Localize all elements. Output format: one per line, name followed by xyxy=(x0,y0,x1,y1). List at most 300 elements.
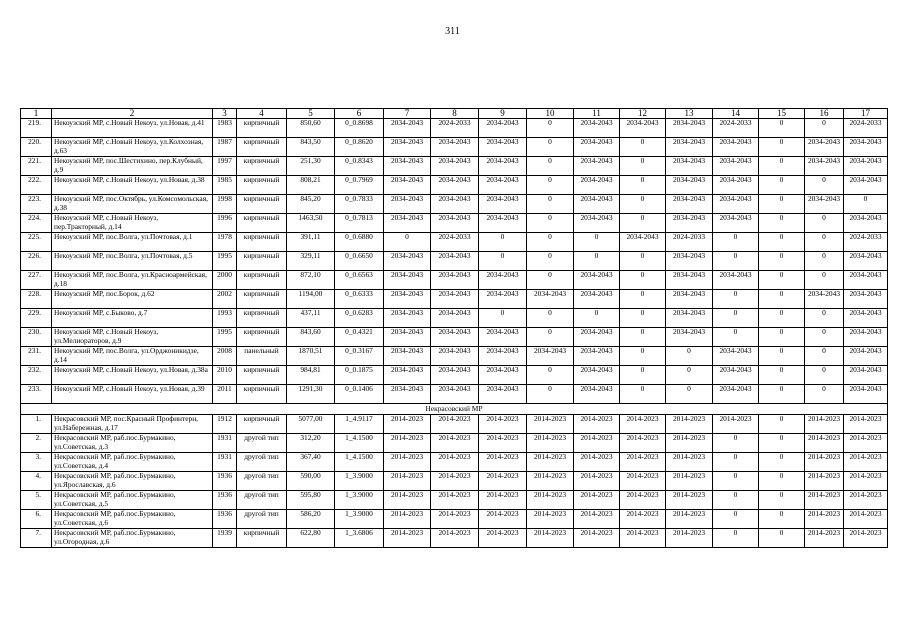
table-cell: Некоузский МР, с.Новый Некоуз, ул.Колхозная, д.63 xyxy=(52,138,213,157)
table-cell: 2034-2043 xyxy=(666,271,713,290)
table-cell: 1978 xyxy=(213,233,237,252)
table-cell: 0 xyxy=(666,347,713,366)
column-number: 14 xyxy=(713,109,759,119)
table-cell: 2014-2023 xyxy=(574,491,620,510)
table-cell: 590,00 xyxy=(287,472,335,491)
table-cell: 0 xyxy=(759,157,805,176)
table-row xyxy=(21,415,888,434)
table-cell: 586,20 xyxy=(287,510,335,529)
table-cell: 2034-2043 xyxy=(479,138,527,157)
table-cell: 2034-2043 xyxy=(431,176,479,195)
table-row xyxy=(21,328,888,347)
table-cell: 1993 xyxy=(213,309,237,328)
column-number: 7 xyxy=(384,109,431,119)
table-cell: 0 xyxy=(527,271,574,290)
table-cell: 0 xyxy=(384,233,431,252)
table-cell: 0_0.7813 xyxy=(335,214,384,233)
table-cell: 0 xyxy=(713,510,759,529)
table-cell: 0 xyxy=(666,385,713,404)
table-cell: Некрасовский МР, раб.пос.Бурмакино, ул.Ярославская, д.6 xyxy=(52,472,213,491)
table-cell: Некрасовский МР, пос.Красный Профинтерн, ул.Набережная, д.17 xyxy=(52,415,213,434)
table-cell: 0_0.1406 xyxy=(335,385,384,404)
table-cell: кирпичный xyxy=(237,385,287,404)
table-cell: 1_3.9000 xyxy=(335,491,384,510)
table-cell: 2014-2023 xyxy=(384,453,431,472)
table-cell: 226. xyxy=(21,252,52,271)
table-cell: Некоузский МР, с.Новый Некоуз, ул.Новая, д.41 xyxy=(52,119,213,138)
table-cell: другой тип xyxy=(237,491,287,510)
table-cell: 0 xyxy=(844,195,888,214)
table-cell: 251,30 xyxy=(287,157,335,176)
table-cell: 229. xyxy=(21,309,52,328)
table-cell: 2034-2043 xyxy=(844,176,888,195)
table-cell: 0 xyxy=(759,271,805,290)
table-cell: 0 xyxy=(713,252,759,271)
table-cell: 2034-2043 xyxy=(574,271,620,290)
table-cell: 1. xyxy=(21,415,52,434)
table-cell: 2000 xyxy=(213,271,237,290)
table-cell: 2014-2023 xyxy=(527,529,574,548)
table-cell: 2014-2023 xyxy=(713,415,759,434)
table-cell: 2034-2043 xyxy=(479,271,527,290)
table-cell: Некоузский МР, с.Новый Некоуз, ул.Новая, д.38а xyxy=(52,366,213,385)
table-cell: 0_0.6283 xyxy=(335,309,384,328)
table-cell: 2024-2033 xyxy=(844,233,888,252)
table-cell: 2014-2023 xyxy=(620,415,666,434)
table-cell: 2034-2043 xyxy=(844,366,888,385)
table-cell: 2034-2043 xyxy=(384,119,431,138)
table-cell: 0 xyxy=(527,385,574,404)
table-cell: 2034-2043 xyxy=(431,271,479,290)
table-cell: 0 xyxy=(527,328,574,347)
column-number: 4 xyxy=(237,109,287,119)
table-cell: 2034-2043 xyxy=(666,157,713,176)
page-number: 311 xyxy=(445,26,460,37)
table-cell: 231. xyxy=(21,347,52,366)
table-cell: 2014-2023 xyxy=(384,472,431,491)
table-cell: Некоузский МР, пос.Волга, ул.Почтовая, д.5 xyxy=(52,252,213,271)
table-cell: 2014-2023 xyxy=(574,415,620,434)
table-cell: 2034-2043 xyxy=(666,195,713,214)
column-number: 11 xyxy=(574,109,620,119)
table-cell: 2034-2043 xyxy=(384,309,431,328)
column-number: 16 xyxy=(805,109,844,119)
table-cell: 0 xyxy=(479,233,527,252)
table-cell: 230. xyxy=(21,328,52,347)
table-cell: 0 xyxy=(759,385,805,404)
table-cell: 2002 xyxy=(213,290,237,309)
column-number: 17 xyxy=(844,109,888,119)
table-cell: 7. xyxy=(21,529,52,548)
table-cell: 2034-2043 xyxy=(574,214,620,233)
table-cell: 2024-2033 xyxy=(713,119,759,138)
table-cell: 2034-2043 xyxy=(574,385,620,404)
table-cell: 0 xyxy=(759,529,805,548)
table-cell: 1936 xyxy=(213,491,237,510)
table-cell: 0 xyxy=(759,328,805,347)
table-cell: 0 xyxy=(759,176,805,195)
column-number-row xyxy=(21,109,888,119)
table-cell: 0 xyxy=(527,157,574,176)
table-cell: 2034-2043 xyxy=(844,214,888,233)
table-cell: 1998 xyxy=(213,195,237,214)
table-cell: 808,21 xyxy=(287,176,335,195)
table-cell: 0_0.7969 xyxy=(335,176,384,195)
table-cell: Некоузский МР, пос.Волга, ул.Почтовая, д.1 xyxy=(52,233,213,252)
table-cell: 2034-2043 xyxy=(844,290,888,309)
table-cell: 2034-2043 xyxy=(666,290,713,309)
table-cell: 0 xyxy=(479,309,527,328)
table-cell: 0 xyxy=(527,233,574,252)
table-cell: 224. xyxy=(21,214,52,233)
table-cell: 0 xyxy=(759,510,805,529)
column-number: 1 xyxy=(21,109,52,119)
table-cell: 2034-2043 xyxy=(574,119,620,138)
table-cell: 2034-2043 xyxy=(844,385,888,404)
table-cell: Некрасовский МР, раб.пос.Бурмакино, ул.Советская, д.3 xyxy=(52,434,213,453)
table-cell: 2014-2023 xyxy=(666,510,713,529)
table-cell: 2034-2043 xyxy=(713,385,759,404)
column-number: 9 xyxy=(479,109,527,119)
table-cell: 2014-2023 xyxy=(384,415,431,434)
table-cell: 0 xyxy=(620,157,666,176)
table-cell: Некоузский МР, с.Новый Некоуз, пер.Тракторный, д.14 xyxy=(52,214,213,233)
table-cell: 2034-2043 xyxy=(666,138,713,157)
table-cell: 0 xyxy=(805,347,844,366)
table-row xyxy=(21,347,888,366)
table-cell: 1983 xyxy=(213,119,237,138)
table-cell: 2014-2023 xyxy=(431,510,479,529)
table-cell: 4. xyxy=(21,472,52,491)
table-cell: 2014-2023 xyxy=(805,529,844,548)
table-row xyxy=(21,434,888,453)
table-cell: 2014-2023 xyxy=(620,529,666,548)
table-cell: 1463,50 xyxy=(287,214,335,233)
table-cell: 2014-2023 xyxy=(527,453,574,472)
table-cell: 0 xyxy=(759,415,805,434)
table-cell: 2034-2043 xyxy=(574,328,620,347)
table-cell: 0 xyxy=(574,233,620,252)
table-cell: 0_0.4321 xyxy=(335,328,384,347)
table-cell: 1_4.9117 xyxy=(335,415,384,434)
table-cell: 1997 xyxy=(213,157,237,176)
table-cell: 2034-2043 xyxy=(431,157,479,176)
table-row xyxy=(21,472,888,491)
table-cell: 0 xyxy=(620,290,666,309)
table-cell: 0 xyxy=(805,309,844,328)
table-cell: 2034-2043 xyxy=(574,347,620,366)
table-cell: 2014-2023 xyxy=(666,472,713,491)
table-cell: 2034-2043 xyxy=(574,290,620,309)
table-cell: 0 xyxy=(527,138,574,157)
table-cell: 2014-2023 xyxy=(384,510,431,529)
table-cell: 0 xyxy=(759,472,805,491)
table-cell: 2014-2023 xyxy=(527,472,574,491)
table-cell: 0 xyxy=(620,366,666,385)
table-cell: кирпичный xyxy=(237,233,287,252)
table-cell: 2034-2043 xyxy=(666,214,713,233)
table-cell: 5. xyxy=(21,491,52,510)
table-cell: 843,50 xyxy=(287,138,335,157)
table-cell: 233. xyxy=(21,385,52,404)
table-cell: 2034-2043 xyxy=(384,271,431,290)
table-row xyxy=(21,157,888,176)
table-cell: 0 xyxy=(620,252,666,271)
table-cell: 2034-2043 xyxy=(479,328,527,347)
table-cell: 0 xyxy=(805,271,844,290)
table-cell: 2014-2023 xyxy=(479,453,527,472)
table-cell: 595,80 xyxy=(287,491,335,510)
table-cell: 2034-2043 xyxy=(574,176,620,195)
table-cell: кирпичный xyxy=(237,138,287,157)
table-cell: 2034-2043 xyxy=(479,176,527,195)
table-cell: 0 xyxy=(713,309,759,328)
table-cell: 0 xyxy=(805,233,844,252)
table-cell: Некоузский МР, с.Быково, д.7 xyxy=(52,309,213,328)
table-cell: 2014-2023 xyxy=(844,415,888,434)
table-cell: Некоузский МР, с.Новый Некоуз, ул.Мелиораторов, д.9 xyxy=(52,328,213,347)
table-cell: 1936 xyxy=(213,510,237,529)
table-cell: 2034-2043 xyxy=(431,366,479,385)
table-cell: 0 xyxy=(479,252,527,271)
table-cell: 0 xyxy=(713,434,759,453)
table-cell: 0 xyxy=(620,309,666,328)
table-cell: 2014-2023 xyxy=(805,472,844,491)
table-cell: 2008 xyxy=(213,347,237,366)
table-cell: 0_0.6333 xyxy=(335,290,384,309)
table-cell: 2034-2043 xyxy=(713,157,759,176)
table-cell: 2034-2043 xyxy=(431,252,479,271)
table-cell: 2034-2043 xyxy=(479,119,527,138)
table-cell: 0 xyxy=(805,252,844,271)
section-title: Некрасовский МР xyxy=(21,404,888,415)
column-number: 5 xyxy=(287,109,335,119)
table-cell: 984,81 xyxy=(287,366,335,385)
table-cell: кирпичный xyxy=(237,176,287,195)
table-cell: 2014-2023 xyxy=(844,491,888,510)
table-cell: 0 xyxy=(620,385,666,404)
table-cell: 2034-2043 xyxy=(384,157,431,176)
table-cell: 2014-2023 xyxy=(574,472,620,491)
table-cell: 2014-2023 xyxy=(479,510,527,529)
table-cell: 220. xyxy=(21,138,52,157)
table-cell: 0 xyxy=(574,252,620,271)
table-cell: 2014-2023 xyxy=(479,472,527,491)
table-cell: 2034-2043 xyxy=(479,195,527,214)
table-cell: 0_0.6880 xyxy=(335,233,384,252)
table-cell: 2034-2043 xyxy=(384,252,431,271)
table-cell: кирпичный xyxy=(237,157,287,176)
table-cell: 0_0.8343 xyxy=(335,157,384,176)
table-cell: 1_3.6806 xyxy=(335,529,384,548)
table-cell: 0 xyxy=(527,309,574,328)
table-cell: 222. xyxy=(21,176,52,195)
table-cell: 1870,51 xyxy=(287,347,335,366)
table-cell: другой тип xyxy=(237,510,287,529)
table-cell: 2034-2043 xyxy=(431,347,479,366)
table-cell: 0 xyxy=(620,328,666,347)
section-header-row xyxy=(21,404,888,415)
table-cell: 2034-2043 xyxy=(666,176,713,195)
table-cell: 2034-2043 xyxy=(805,138,844,157)
table-cell: 5077,00 xyxy=(287,415,335,434)
table-cell: кирпичный xyxy=(237,328,287,347)
table-cell: 2034-2043 xyxy=(713,271,759,290)
column-number: 2 xyxy=(52,109,213,119)
table-cell: 872,10 xyxy=(287,271,335,290)
table-cell: 6. xyxy=(21,510,52,529)
table-cell: 227. xyxy=(21,271,52,290)
table-cell: 0 xyxy=(620,195,666,214)
table-cell: 2024-2033 xyxy=(844,119,888,138)
table-cell: кирпичный xyxy=(237,309,287,328)
table-cell: 0 xyxy=(666,366,713,385)
table-cell: другой тип xyxy=(237,453,287,472)
table-cell: 2014-2023 xyxy=(620,434,666,453)
table-cell: 0 xyxy=(574,309,620,328)
table-cell: 1931 xyxy=(213,453,237,472)
table-cell: 2034-2043 xyxy=(844,252,888,271)
table-cell: 850,60 xyxy=(287,119,335,138)
housing-table xyxy=(20,108,888,548)
table-cell: 1987 xyxy=(213,138,237,157)
table-cell: 2014-2023 xyxy=(431,453,479,472)
table-cell: 2014-2023 xyxy=(574,510,620,529)
table-cell: 2014-2023 xyxy=(805,510,844,529)
table-cell: 2034-2043 xyxy=(666,328,713,347)
table-cell: 1936 xyxy=(213,472,237,491)
table-cell: 0 xyxy=(527,195,574,214)
table-cell: 2034-2043 xyxy=(431,214,479,233)
table-cell: 2014-2023 xyxy=(666,415,713,434)
table-cell: 2034-2043 xyxy=(666,119,713,138)
table-cell: кирпичный xyxy=(237,214,287,233)
table-cell: Некоузский МР, пос.Волга, ул.Красноармейская, д.18 xyxy=(52,271,213,290)
table-cell: 1_3.9000 xyxy=(335,472,384,491)
table-cell: 1_4.1500 xyxy=(335,453,384,472)
table-cell: 312,20 xyxy=(287,434,335,453)
table-cell: 0 xyxy=(620,271,666,290)
table-cell: 0 xyxy=(805,176,844,195)
table-cell: 0 xyxy=(527,119,574,138)
column-number: 12 xyxy=(620,109,666,119)
table-cell: 3. xyxy=(21,453,52,472)
table-cell: 622,80 xyxy=(287,529,335,548)
table-row xyxy=(21,271,888,290)
table-cell: 2034-2043 xyxy=(844,309,888,328)
table-cell: 2034-2043 xyxy=(574,138,620,157)
table-cell: 0 xyxy=(759,119,805,138)
table-cell: кирпичный xyxy=(237,271,287,290)
table-cell: 0 xyxy=(759,434,805,453)
table-cell: 0 xyxy=(759,366,805,385)
table-cell: 2034-2043 xyxy=(479,214,527,233)
table-cell: кирпичный xyxy=(237,252,287,271)
table-cell: 845,20 xyxy=(287,195,335,214)
table-cell: 2014-2023 xyxy=(574,529,620,548)
table-cell: 2014-2023 xyxy=(844,529,888,548)
table-row xyxy=(21,491,888,510)
table-cell: 2034-2043 xyxy=(384,366,431,385)
table-cell: 843,60 xyxy=(287,328,335,347)
table-cell: 2034-2043 xyxy=(620,233,666,252)
table-cell: 0 xyxy=(713,328,759,347)
table-cell: 2034-2043 xyxy=(431,328,479,347)
table-cell: 2034-2043 xyxy=(431,195,479,214)
table-cell: 0 xyxy=(713,233,759,252)
table-cell: 0 xyxy=(759,290,805,309)
table-cell: панельный xyxy=(237,347,287,366)
table-cell: 2034-2043 xyxy=(805,290,844,309)
table-cell: 0 xyxy=(759,233,805,252)
table-cell: 2034-2043 xyxy=(844,328,888,347)
table-cell: 2034-2043 xyxy=(805,195,844,214)
table-cell: 0 xyxy=(759,252,805,271)
column-number: 10 xyxy=(527,109,574,119)
table-cell: 2034-2043 xyxy=(431,385,479,404)
column-number: 15 xyxy=(759,109,805,119)
table-cell: 2034-2043 xyxy=(844,347,888,366)
table-cell: 2034-2043 xyxy=(479,347,527,366)
table-cell: 2014-2023 xyxy=(844,453,888,472)
table-cell: 329,11 xyxy=(287,252,335,271)
table-cell: 2034-2043 xyxy=(713,195,759,214)
table-cell: 2034-2043 xyxy=(574,157,620,176)
table-cell: 0 xyxy=(805,385,844,404)
table-cell: Некрасовский МР, раб.пос.Бурмакино, ул.Советская, д.5 xyxy=(52,491,213,510)
table-cell: 2014-2023 xyxy=(805,434,844,453)
table-cell: 2014-2023 xyxy=(527,491,574,510)
table-cell: 0 xyxy=(527,176,574,195)
table-cell: 0 xyxy=(620,176,666,195)
table-cell: 1996 xyxy=(213,214,237,233)
table-cell: 2. xyxy=(21,434,52,453)
table-cell: 2014-2023 xyxy=(666,453,713,472)
table-cell: 2034-2043 xyxy=(620,119,666,138)
table-cell: 2034-2043 xyxy=(384,347,431,366)
table-cell: 2024-2033 xyxy=(431,119,479,138)
table-cell: 2034-2043 xyxy=(666,309,713,328)
table-cell: 1194,00 xyxy=(287,290,335,309)
table-row xyxy=(21,176,888,195)
table-cell: 2034-2043 xyxy=(384,195,431,214)
table-cell: кирпичный xyxy=(237,415,287,434)
table-row xyxy=(21,453,888,472)
table-cell: 1995 xyxy=(213,328,237,347)
table-cell: 2034-2043 xyxy=(527,347,574,366)
table-cell: 2014-2023 xyxy=(666,491,713,510)
table-cell: 2014-2023 xyxy=(620,453,666,472)
table-cell: кирпичный xyxy=(237,195,287,214)
table-cell: 0 xyxy=(759,138,805,157)
table-cell: 2014-2023 xyxy=(805,415,844,434)
table-cell: 2034-2043 xyxy=(844,157,888,176)
table-cell: 0 xyxy=(527,366,574,385)
table-cell: 0 xyxy=(805,214,844,233)
table-cell: 0 xyxy=(805,366,844,385)
table-row xyxy=(21,529,888,548)
table-cell: Некрасовский МР, раб.пос.Бурмакино, ул.Советская, д.6 xyxy=(52,510,213,529)
table-cell: 0 xyxy=(759,309,805,328)
table-cell: 2034-2043 xyxy=(384,138,431,157)
table-cell: 1931 xyxy=(213,434,237,453)
table-cell: 1912 xyxy=(213,415,237,434)
table-cell: 0 xyxy=(713,472,759,491)
table-cell: 2014-2023 xyxy=(844,434,888,453)
table-cell: 1_4.1500 xyxy=(335,434,384,453)
table-cell: 2014-2023 xyxy=(431,415,479,434)
table-cell: Некоузский МР, пос.Шестихино, пер.Клубный, д.9 xyxy=(52,157,213,176)
